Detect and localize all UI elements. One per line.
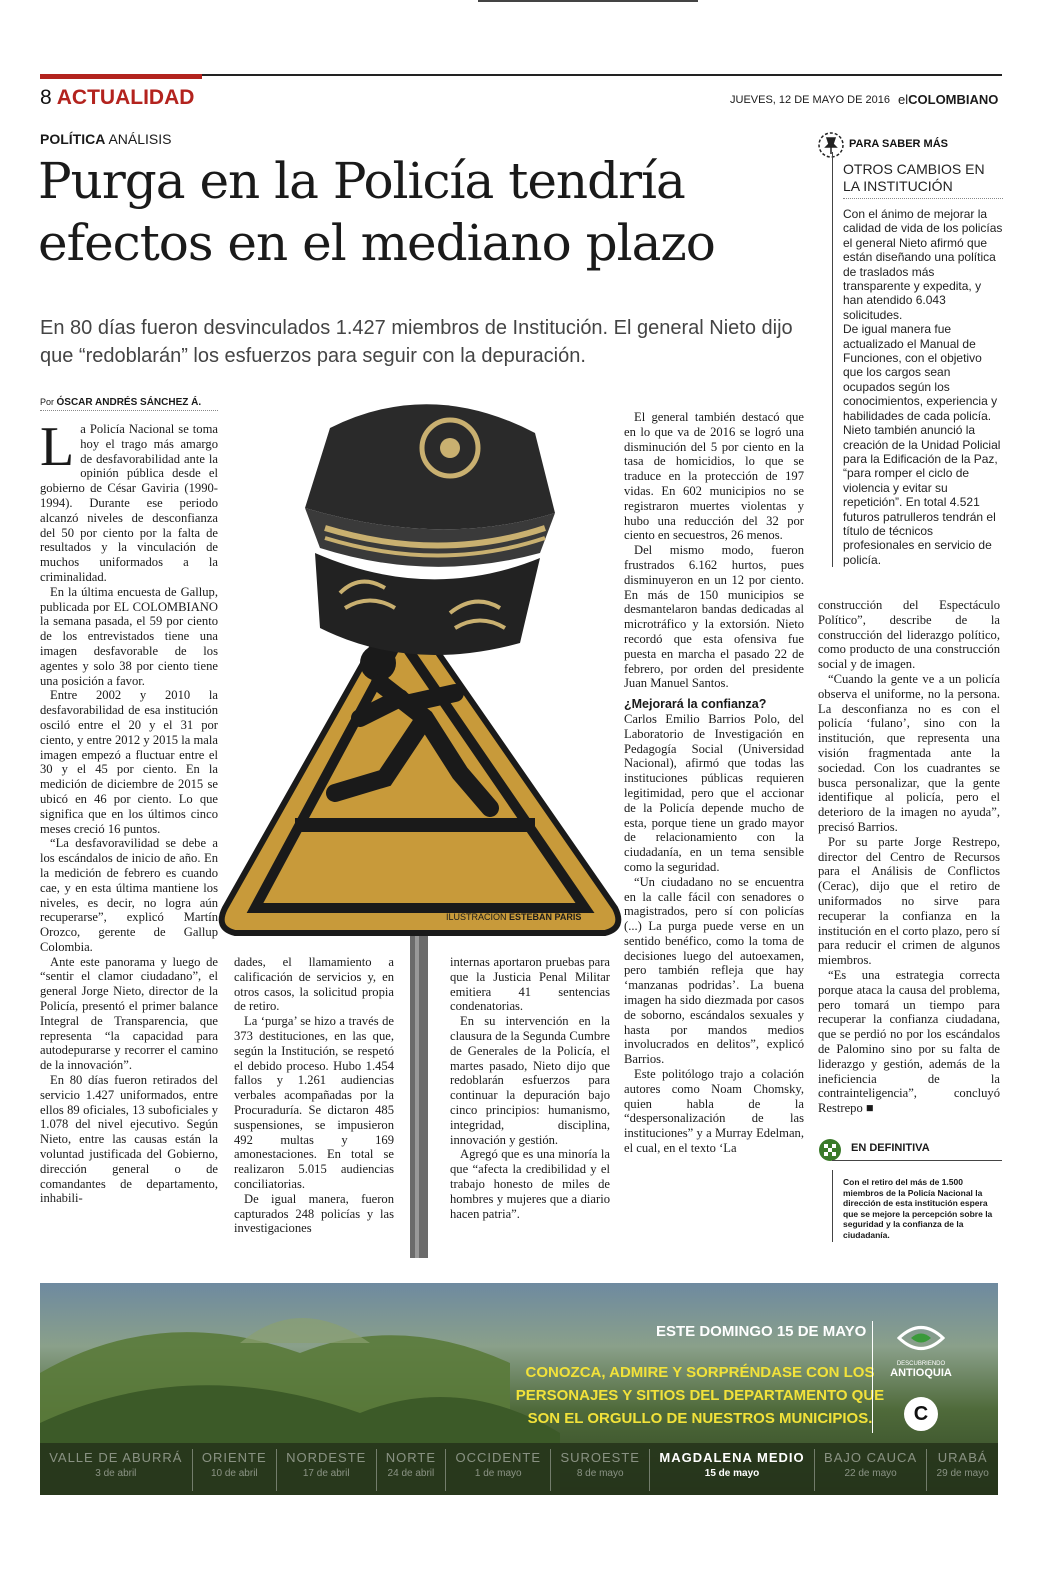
paragraph: Carlos Emilio Barrios Polo, del Laboratorio de Investigación en Pedagogía Social (Universidad Nacional), afirmó que todas las instituciones públicas requieren legitimidad, pero que el accionar de la Policía depende mucho de esta, porque tiene un grado mayor de relacionamiento con la ciudadanía, en un tema sensible como la seguridad. [624,711,804,874]
region-date: 15 de mayo [704,1468,760,1479]
region-date: 1 de mayo [474,1468,522,1479]
checkered-icon [818,1138,842,1162]
sidebar-heading: PARA SABER MÁS [849,138,949,150]
paragraph: “Un ciudadano no se encuentra en la calle fácil con senadores o magistrados, pero sí con policías (...) La purga puede verse en un sentido benéfico, como la toma de decisiones luego del autoexamen, pero también refleja que hay ‘manzanas podridas’. La buena imagen ha sido diezmada por casos de soborno, escándalos sexuales y hasta por mandos medios involucrados en delitos”, explicó Barrios. [624,874,804,1067]
region-name: SUROESTE [560,1450,640,1465]
region-name: VALLE DE ABURRÁ [49,1450,183,1465]
ad-brand [883,1361,959,1379]
kicker-topic: POLÍTICA [40,131,106,147]
paragraph: Entre 2002 y 2010 la desfavorabilidad de esa institución osciló entre el 20 y el 31 por ciento, y entre 2012 y 2015 la mala imagen empezó a fluctuar entre el 30 y el 45 por ciento. En la medición de diciembre de 2015 se ubicó en 46 por ciento. Lo que significa que en los últimos cinco meses creció 16 puntos. [40,688,218,836]
region-item [650,1449,815,1491]
region-name: NORDESTE [286,1450,367,1465]
article-column-1 [40,416,218,1206]
el-colombiano-logo: C [904,1397,938,1431]
section-name: ACTUALIDAD [56,86,195,109]
region-name: NORTE [385,1450,437,1465]
region-item [277,1449,377,1491]
region-name: ORIENTE [201,1450,267,1465]
byline-divider [40,410,218,411]
paragraph: La ‘purga’ se hizo a través de 373 destituciones, en las que, según la Institución, se respetó el debido proceso. Hubo 1.454 fallos y 1.261 audiencias verbales acompañadas por la Procuraduría. Se dictaron 485 suspensiones, se impusieron 492 multas y 169 amonestaciones. En total se realizaron 5.015 audiencias conciliatorias. [234,1014,394,1191]
region-date: 8 de mayo [576,1468,624,1479]
ad-message: CONOZCA, ADMIRE Y SORPRÉNDASE CON LOS PERSONAJES Y SITIOS DEL DEPARTAMENTO QUE SON EL ORGULLO DE NUESTROS MUNICIPIOS. [515,1364,885,1427]
paragraph: construcción del Espectáculo Político”, describe de la construcción del liderazgo político, como producto de una construcción social y de imagen. [818,598,1000,672]
region-item [193,1449,277,1491]
sidebar-paragraph: De igual manera fue actualizado el Manual de Funciones, con el objetivo que los cargos sean ocupados según los conocimientos, experiencia y habilidades de cada policía. Nieto también anunció la creación de la Unidad Policial para la Edificación de la Paz, “para romper el ciclo de violencia y evitar su repetición”. En total 4.521 futuros patrulleros tendrán el título de técnicos profesionales en servicio de policía. [843,322,1001,567]
section-header [40,86,194,110]
paragraph: “Es una estrategia correcta porque ataca la causa del problema, pero tomará un tiempo para recuperar la confianza ciudadana, que se perdió no por los escándalos de Palomino sino por su falta de liderazgo y gestión, además de la ineficiencia de la contrainteligencia”, concluyó Restrepo ■ [818,967,1000,1116]
paragraph: dades, el llamamiento a calificación de servicios y, en otros casos, la solicitud propia de retiro. [234,955,394,1014]
paragraph: “Cuando la gente ve a un policía observa el uniforme, no la persona. La desconfianza no es con el policía ‘fulano’, sino con la institución, que representa una visión fragmentada ante la sociedad. Con los cuadrantes se busca personalizar, que la gente identifique al policía, pero el deterioro de la imagen no ayuda”, precisó Barrios. [818,671,1000,834]
issue-date: JUEVES, 12 DE MAYO DE 2016 [730,94,890,106]
region-date: 29 de mayo [936,1468,989,1479]
region-date: 22 de mayo [844,1468,897,1479]
paragraph: En 80 días fueron retirados del servicio 1.427 uniformados, entre ellos 89 oficiales, 13 suboficiales y 1.078 del nivel ejecutivo. Según Nieto, entre las causas están la voluntad justificada del Gobierno, dirección general o de comandantes de departamento, inhabili- [40,1073,218,1206]
definitiva-rule [832,1160,1002,1161]
cap-badge-center [440,438,460,458]
paragraph: internas aportaron pruebas para que la Justicia Penal Militar emitiera 41 sentencias condenatorias. [450,955,610,1014]
region-date: 3 de abril [95,1468,137,1479]
region-date: 10 de abril [210,1468,258,1479]
region-name: BAJO CAUCA [824,1450,918,1465]
kicker-type: ANÁLISIS [105,131,172,147]
ad-brand-name: ANTIOQUIA [890,1367,952,1379]
paragraph: Agregó que es una minoría la que “afecta la credibilidad y el trabajo honesto de miles de hombres y mujeres que a diario hacen patria”. [450,1147,610,1221]
article-column-4 [624,410,804,1156]
region-item [927,1449,998,1491]
brand-prefix: el [898,92,909,107]
sidebar-rule [832,152,833,567]
paragraph: Ante este panorama y luego de “sentir el clamor ciudadano”, el general Jorge Nieto, director de la Policía, presentó el primer balance Integral de Transparencia, que representa “la capacidad para autodepurarse y recorrer el camino de la innovación”. [40,954,218,1073]
brand-name: COLOMBIANO [908,92,999,107]
region-item [551,1449,650,1491]
region-date: 24 de abril [387,1468,435,1479]
article-column-2 [234,955,394,1236]
subhead: ¿Mejorará la confianza? [624,697,767,712]
article-dek: En 80 días fueron desvinculados 1.427 miembros de Institución. El general Nieto dijo que “redoblarán” los esfuerzos para seguir con la depuración. [40,317,793,367]
drop-cap: L [40,416,75,478]
paragraph: Este politólogo trajo a colación autores como Noam Chomsky, quien habla de la “despersonalización de las instituciones” y a Murray Edelman, el cual, en el texto ‘La [624,1067,804,1156]
paragraph: En la última encuesta de Gallup, publicada por EL COLOMBIANO la semana pasada, el 59 por ciento de los entrevistados tiene una imagen desfavorable de los agentes y solo 38 por ciento tiene una posición a favor. [40,584,218,688]
region-date: 17 de abril [302,1468,350,1479]
region-name: MAGDALENA MEDIO [659,1450,805,1465]
eye-logo-icon [897,1323,945,1353]
page-number: 8 [40,86,52,109]
article-column-5 [818,598,1000,1116]
ad-brand-small: DESCUBRIENDO [896,1361,946,1367]
paragraph: a Policía Nacional se toma hoy el trago más amargo de desfavorabilidad ante la opinión pública desde el gobierno de César Gaviria (1990-1994). Durante ese periodo alcanzó niveles de desconfianza del 50 por ciento por la falta de resultados y la vinculación de muchos uniformados a la criminalidad. [40,422,218,584]
paragraph: En su intervención en la clausura de la Segunda Cumbre de Generales de la Policía, el martes pasado, Nieto dijo que redoblarán esfuerzos para continuar la depuración bajo cinco principios: humanismo, integridad, disciplina, innovación y gestión. [450,1014,610,1147]
advertisement-banner[interactable] [40,1283,998,1495]
ad-region-schedule [40,1449,998,1491]
paragraph: De igual manera, fueron capturados 248 policías y las investigaciones [234,1191,394,1236]
headline: Purga en la Policía tendría efectos en el mediano plazo [38,152,715,272]
paragraph: “La desfavoravilidad se debe a los escándalos de inicio de año. En la medición de febrero es cuando cae, y en esta última mantiene los niveles, es decir, no logra aún recuperarse”, explicó Martín Orozco, gerente de Gallup Colombia. [40,836,218,954]
region-name: URABÁ [937,1450,988,1465]
credit-name: ESTEBAN PARÍS [509,912,582,922]
newspaper-brand [898,92,998,107]
byline-prefix: Por [40,397,57,407]
region-item [815,1449,928,1491]
ad-date: ESTE DOMINGO 15 DE MAYO [656,1323,867,1340]
definitiva-text: Con el retiro del más de 1.500 miembros de la Policía Nacional la dirección de esta institución espera que se mejore la percepción sobre la seguridad y la confianza de la ciudadanía. [843,1177,993,1240]
region-item [446,1449,551,1491]
paragraph: Por su parte Jorge Restrepo, director del Centro de Recursos para el Análisis de Conflictos (Cerac), dijo que el retiro de uniformados no sirve para recuperar la confianza en la institución en el corto plazo, pero sí para reducir el crimen de algunos miembros. [818,834,1000,968]
credit-prefix: ILUSTRACIÓN [446,912,510,922]
pin-icon [818,132,844,158]
sidebar-body [843,207,1003,567]
sidebar-paragraph: Con el ánimo de mejorar la calidad de vida de los policías el general Nieto afirmó que están diseñando una política de traslados más transparente y expedita, y han atendido 6.043 solicitudes. [843,207,1003,322]
region-item [40,1449,193,1491]
section-accent-bar [40,74,202,79]
byline [40,397,201,408]
sign-floor-line [295,818,535,832]
ad-divider [872,1321,873,1433]
region-item [377,1449,447,1491]
article-kicker [40,131,172,147]
illustration-credit [446,912,581,922]
definitiva-vrule [832,1170,833,1242]
sidebar-title: OTROS CAMBIOS EN LA INSTITUCIÓN [843,161,985,194]
region-name: OCCIDENTE [455,1450,542,1465]
paragraph: Del mismo modo, fueron frustrados 6.162 hurtos, pues disminuyeron en un 12 por ciento. En más de 150 municipios se desmantelaron bandas dedicadas al microtráfico y la extorsión. Nieto recordó que esta ofensiva fue puesta en marcha el pasado 22 de febrero, por orden del presidente Juan Manuel Santos. [624,543,804,691]
sidebar-divider [843,198,1003,199]
paragraph: El general también destacó que en lo que va de 2016 se logró una disminución del 5 por ciento en la tasa de homicidios, lo que se traduce en la protección de 197 vidas. En 602 municipios no se registraron muertes violentas y hubo una reducción del 32 por ciento en secuestros, 26 menos. [624,410,804,543]
byline-author: ÓSCAR ANDRÉS SÁNCHEZ Á. [56,397,202,408]
definitiva-heading: EN DEFINITIVA [851,1142,930,1154]
article-column-3 [450,955,610,1221]
top-edge-rule [478,0,698,2]
